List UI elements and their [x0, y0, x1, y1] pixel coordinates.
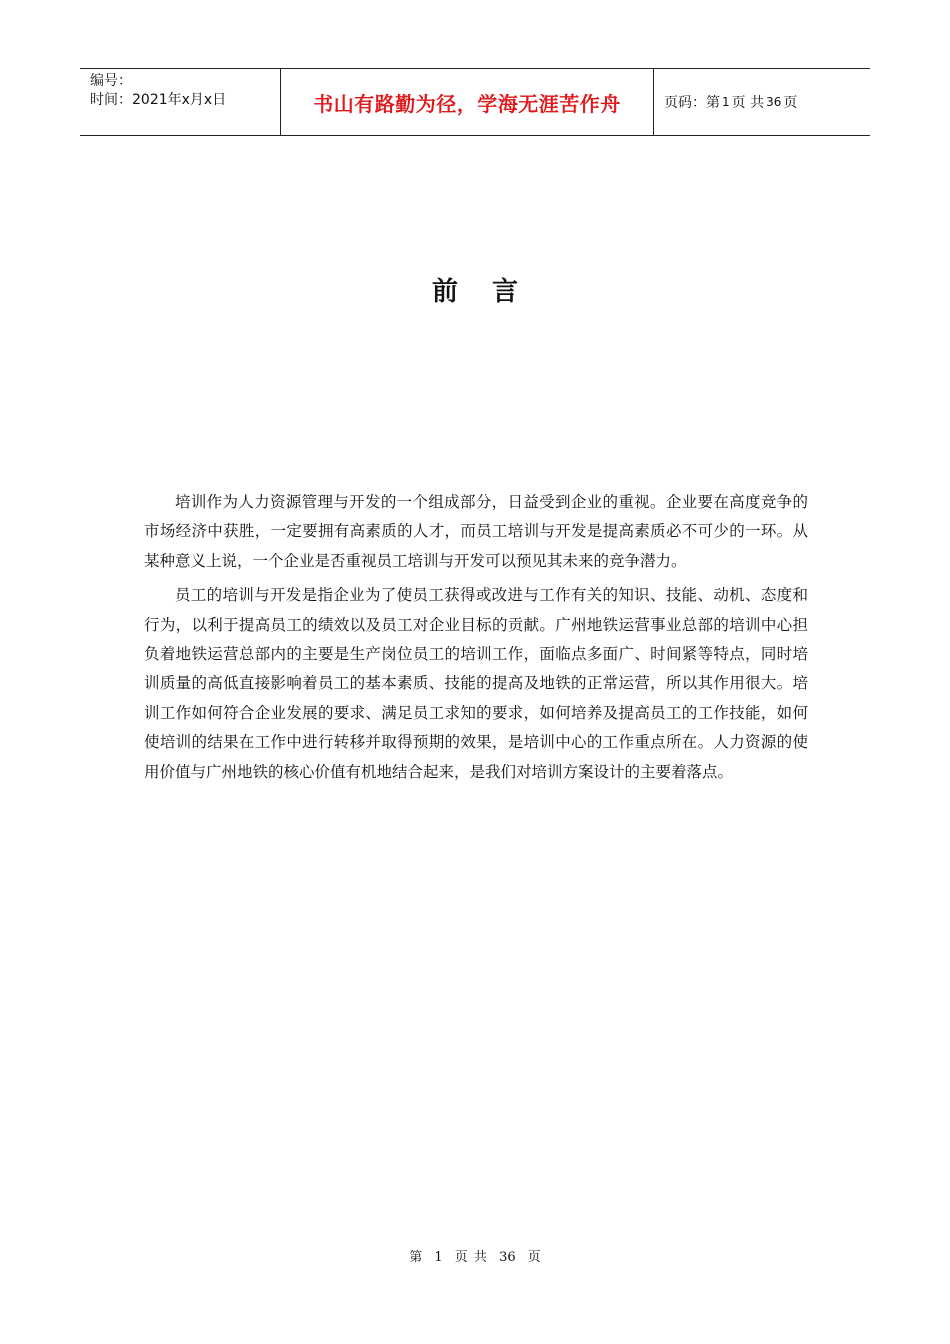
footer-page-total: 36 — [499, 1250, 516, 1265]
header-page-total: 36 — [766, 95, 782, 109]
header-page-mid: 页 共 — [731, 95, 765, 111]
header-page-prefix: 页码：第 — [664, 95, 720, 111]
paragraph: 员工的培训与开发是指企业为了使员工获得或改进与工作有关的知识、技能、动机、态度和行为，以利于提高员工的绩效以及员工对企业目标的贡献。广州地铁运营事业总部的培训中心担负着地铁运营总部内的主要是生产岗位员工的培训工作，面临点多面广、时间紧等特点，同时培训质量的高低直接影响着员工的基本素质、技能的提高及地铁的正常运营，所以其作用很大。培训工作如何符合企业发展的要求、满足员工求知的要求，如何培养及提高员工的工作技能，如何使培训的结果在工作中进行转移并取得预期的效果，是培训中心的工作重点所在。人力资源的使用价值与广州地铁的核心价值有机地结合起来，是我们对培训方案设计的主要着落点。 — [144, 586, 808, 781]
header-page-suffix: 页 — [783, 95, 798, 111]
page-footer — [0, 1246, 950, 1265]
header-meta-cell — [80, 69, 281, 135]
header-page-current: 1 — [722, 95, 730, 109]
footer-page-prefix: 第 — [409, 1250, 423, 1265]
paragraph: 培训作为人力资源管理与开发的一个组成部分，日益受到企业的重视。企业要在高度竞争的市场经济中获胜，一定要拥有高素质的人才，而员工培训与开发是提高素质必不可少的一环。从某种意义上说，一个企业是否重视员工培训与开发可以预见其未来的竞争潜力。 — [144, 493, 808, 570]
document-header — [80, 68, 870, 136]
document-body — [144, 488, 808, 792]
date-label: 时间：2021年x月x日 — [90, 92, 227, 108]
page-title: 前言 — [431, 277, 552, 307]
header-motto-cell — [281, 69, 654, 135]
footer-page-suffix: 页 — [527, 1250, 541, 1265]
motto-text: 书山有路勤为径，学海无涯苦作舟 — [313, 91, 621, 116]
number-label: 编号： — [90, 73, 132, 89]
footer-page-current: 1 — [434, 1250, 443, 1265]
footer-page-mid: 页 共 — [454, 1250, 487, 1265]
header-page-cell — [654, 69, 870, 135]
